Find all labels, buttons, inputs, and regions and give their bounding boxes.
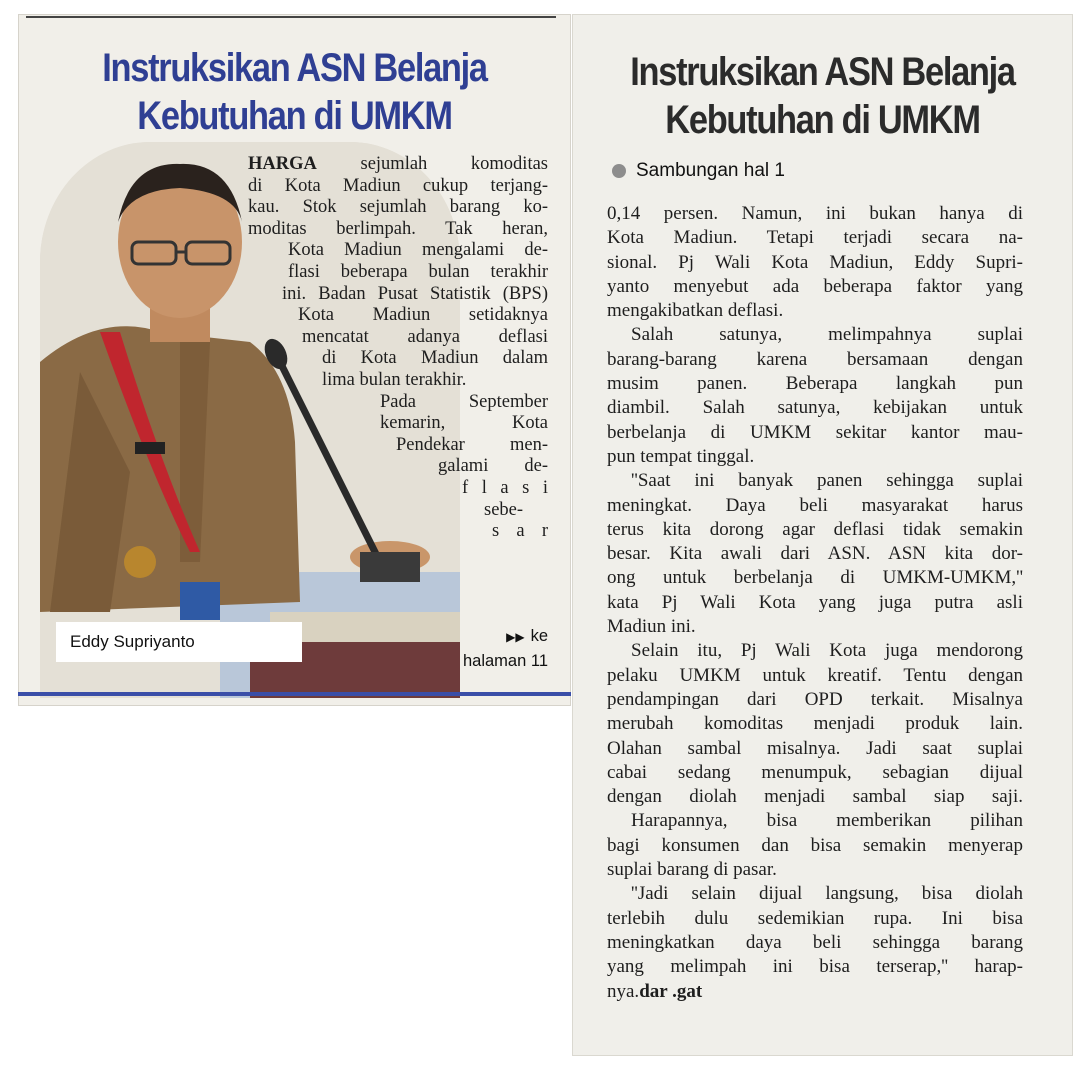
text-line: Kota Madiun setidaknya [298, 305, 548, 326]
text-line: Kota Madiun mengalami de- [288, 240, 548, 261]
text-line: flasi beberapa bulan terakhir [288, 261, 548, 282]
blue-rule [18, 692, 571, 696]
text-line: bagi konsumen dan bisa semakin menyerap [607, 834, 1023, 856]
text-line: pendampingan dari OPD terkait. Misalnya [607, 688, 1023, 710]
left-headline-line-2: Kebutuhan di UMKM [137, 94, 452, 138]
text-line: Madiun ini. [607, 616, 696, 638]
text-line: meningkat. Daya beli masyarakat harus [607, 494, 1023, 516]
left-article-body [248, 154, 548, 543]
text-line: Salah satunya, melimpahnya suplai [631, 324, 1023, 346]
text-line: sional. Pj Wali Kota Madiun, Eddy Supri- [607, 251, 1023, 273]
text-line: pun tempat tinggal. [607, 445, 755, 467]
author-signature: dar .gat [639, 980, 703, 1002]
right-headline [607, 48, 1038, 144]
text-line: ''Jadi selain dijual langsung, bisa diolah [631, 883, 1023, 905]
text-line: dengan diolah menjadi sambal siap saji. [607, 786, 1023, 808]
text-line: terus kita dorong agar deflasi tidak semakin [607, 518, 1023, 540]
text-line: galami de- [438, 456, 548, 477]
text-line: lima bulan terakhir. [322, 369, 467, 390]
text-line: 0,14 persen. Namun, ini bukan hanya di [607, 203, 1023, 224]
text-line: ong untuk berbelanja di UMKM-UMKM,'' [607, 567, 1023, 589]
left-headline [57, 44, 533, 140]
bullet-dot-icon [612, 164, 626, 178]
right-clipping [572, 14, 1073, 1056]
text-line: mencatat adanya deflasi [302, 326, 548, 347]
text-line: Harapannya, bisa memberikan pilihan [631, 810, 1023, 832]
left-headline-line-1: Instruksikan ASN Belanja [102, 46, 487, 90]
text-line: berbelanja di UMKM sekitar kantor mau- [607, 421, 1023, 443]
double-arrow-icon: ▶▶ [506, 630, 525, 644]
text-line: ''Saat ini banyak panen sehingga suplai [631, 470, 1023, 492]
text-line: merubah komoditas menjadi produk lain. [607, 713, 1023, 735]
text-line: yang melimpah ini bisa terserap,'' harap- [607, 956, 1023, 978]
lead-word: HARGA [248, 154, 317, 174]
text-line: musim panen. Beberapa langkah pun [607, 373, 1023, 395]
text-line: meningkatkan daya beli sehingga barang [607, 931, 1023, 953]
text-line: diambil. Salah satunya, kebijakan untuk [607, 397, 1023, 419]
text-line: f l a s i [462, 477, 548, 498]
text-line: di Kota Madiun dalam [322, 348, 548, 369]
text-line: Pendekar men- [396, 434, 548, 455]
top-rule [26, 16, 556, 18]
text-line: kau. Stok sejumlah barang ko- [248, 197, 548, 218]
text-line: kemarin, Kota [380, 413, 548, 434]
text-line: Selain itu, Pj Wali Kota juga mendorong [631, 640, 1023, 662]
continuation-label: Sambungan hal 1 [612, 160, 785, 182]
text-line: s a r [492, 521, 548, 542]
right-headline-line-2: Kebutuhan di UMKM [665, 98, 980, 142]
text-line: Kota Madiun. Tetapi terjadi secara na- [607, 227, 1023, 249]
text-line: besar. Kita awali dari ASN. ASN kita dor- [607, 543, 1023, 565]
text-line: pelaku UMKM untuk kreatif. Tentu dengan [607, 664, 1023, 686]
right-headline-line-1: Instruksikan ASN Belanja [630, 50, 1015, 94]
left-clipping [18, 14, 571, 706]
text-line: nya.dar .gat [607, 980, 703, 1002]
photo-caption: Eddy Supriyanto [56, 622, 302, 662]
text-line: kata Pj Wali Kota yang juga putra asli [607, 591, 1023, 613]
text-line: cabai sedang menumpuk, sebagian dijual [607, 761, 1023, 783]
text-line: Olahan sambal misalnya. Jadi saat suplai [607, 737, 1023, 759]
text-line: suplai barang di pasar. [607, 859, 777, 881]
text-line: barang-barang karena bersamaan dengan [607, 348, 1023, 370]
right-article-body [607, 202, 1023, 1004]
text-line: terlebih dulu sedemikian rupa. Ini bisa [607, 907, 1023, 929]
text-line: ini. Badan Pusat Statistik (BPS) [282, 283, 548, 304]
text-line: Pada September [380, 391, 548, 412]
continued-on-page-ref: ▶▶ ke halaman 11 [462, 627, 548, 670]
text-line: di Kota Madiun cukup terjang- [248, 175, 548, 196]
text-line: yanto menyebut ada beberapa faktor yang [607, 275, 1023, 297]
text-line: moditas berlimpah. Tak heran, [248, 218, 548, 239]
text-line: mengakibatkan deflasi. [607, 300, 784, 322]
text-line: sebe- [484, 499, 524, 520]
text-line: HARGA sejumlah komoditas [248, 154, 548, 174]
